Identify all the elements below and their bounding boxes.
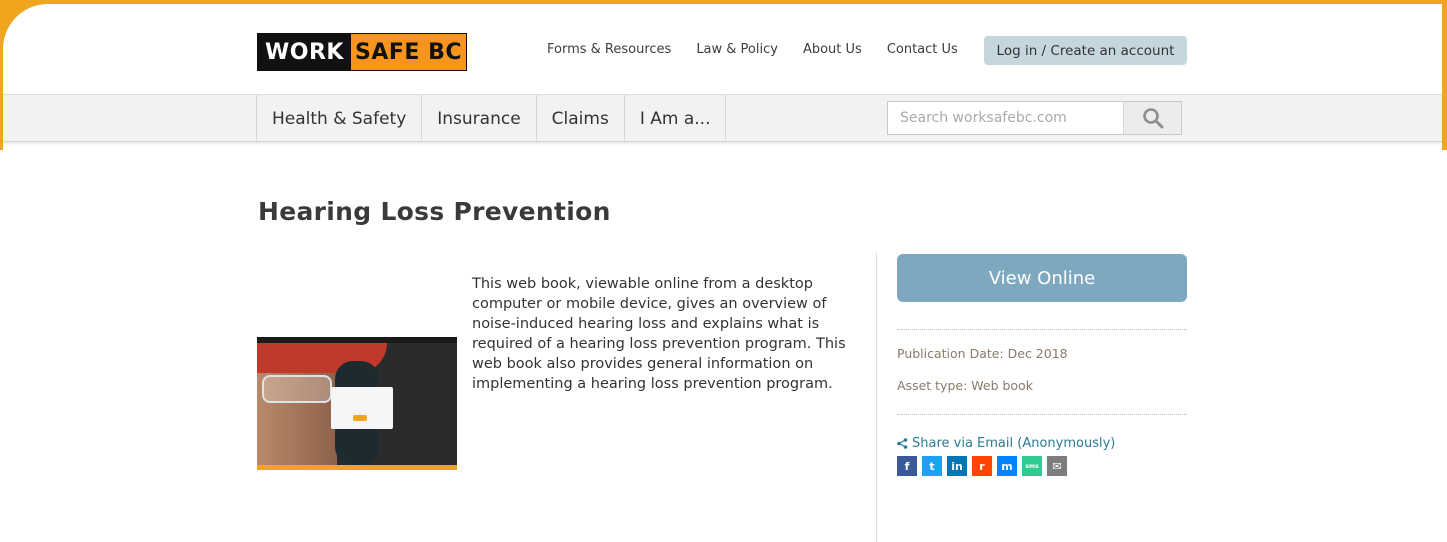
reddit-icon[interactable]: r	[972, 456, 992, 476]
divider	[897, 414, 1187, 415]
tab-insurance[interactable]: Insurance	[422, 95, 536, 142]
publication-date: Publication Date: Dec 2018	[897, 346, 1068, 361]
twitter-icon[interactable]: t	[922, 456, 942, 476]
page-description: This web book, viewable online from a desktop computer or mobile device, gives an overview of noise-induced hearing loss and explains what is required of a hearing loss prevention program. This web book also provides general information on implementing a hearing loss prevention program.	[472, 276, 846, 392]
search-icon	[1142, 107, 1164, 129]
divider	[897, 329, 1187, 330]
main-nav-items	[256, 95, 726, 142]
share-label: Share via Email (Anonymously)	[912, 436, 1116, 451]
nav-forms-resources[interactable]: Forms & Resources	[547, 42, 672, 57]
web-book-thumbnail[interactable]	[257, 337, 457, 470]
sms-icon[interactable]: sms	[1022, 456, 1042, 476]
login-button[interactable]: Log in / Create an account	[984, 36, 1187, 65]
linkedin-icon[interactable]: in	[947, 456, 967, 476]
nav-contact-us[interactable]: Contact Us	[886, 42, 958, 57]
logo-text-work: WORK	[258, 34, 351, 70]
view-online-button[interactable]: View Online	[897, 254, 1187, 302]
nav-about-us[interactable]: About Us	[802, 42, 862, 57]
share-icon	[897, 438, 908, 449]
messenger-icon[interactable]: m	[997, 456, 1017, 476]
tab-health-safety[interactable]: Health & Safety	[257, 95, 422, 142]
nav-law-policy[interactable]: Law & Policy	[696, 42, 778, 57]
top-nav	[547, 42, 983, 57]
email-icon[interactable]: ✉	[1047, 456, 1067, 476]
facebook-icon[interactable]: f	[897, 456, 917, 476]
tab-i-am-a[interactable]: I Am a...	[625, 95, 727, 142]
search-box	[887, 101, 1182, 135]
site-header	[0, 0, 1447, 94]
page-title: Hearing Loss Prevention	[258, 197, 611, 226]
asset-type: Asset type: Web book	[897, 378, 1033, 393]
logo-text-safebc: SAFE BC	[351, 34, 466, 70]
social-share-icons	[897, 456, 1067, 476]
sidebar-divider	[876, 253, 877, 542]
worksafebc-logo[interactable]	[257, 33, 467, 71]
tab-claims[interactable]: Claims	[537, 95, 625, 142]
share-via-email-link[interactable]	[897, 436, 1115, 451]
main-nav	[3, 94, 1442, 142]
search-input[interactable]	[888, 102, 1123, 134]
search-button[interactable]	[1123, 102, 1181, 134]
